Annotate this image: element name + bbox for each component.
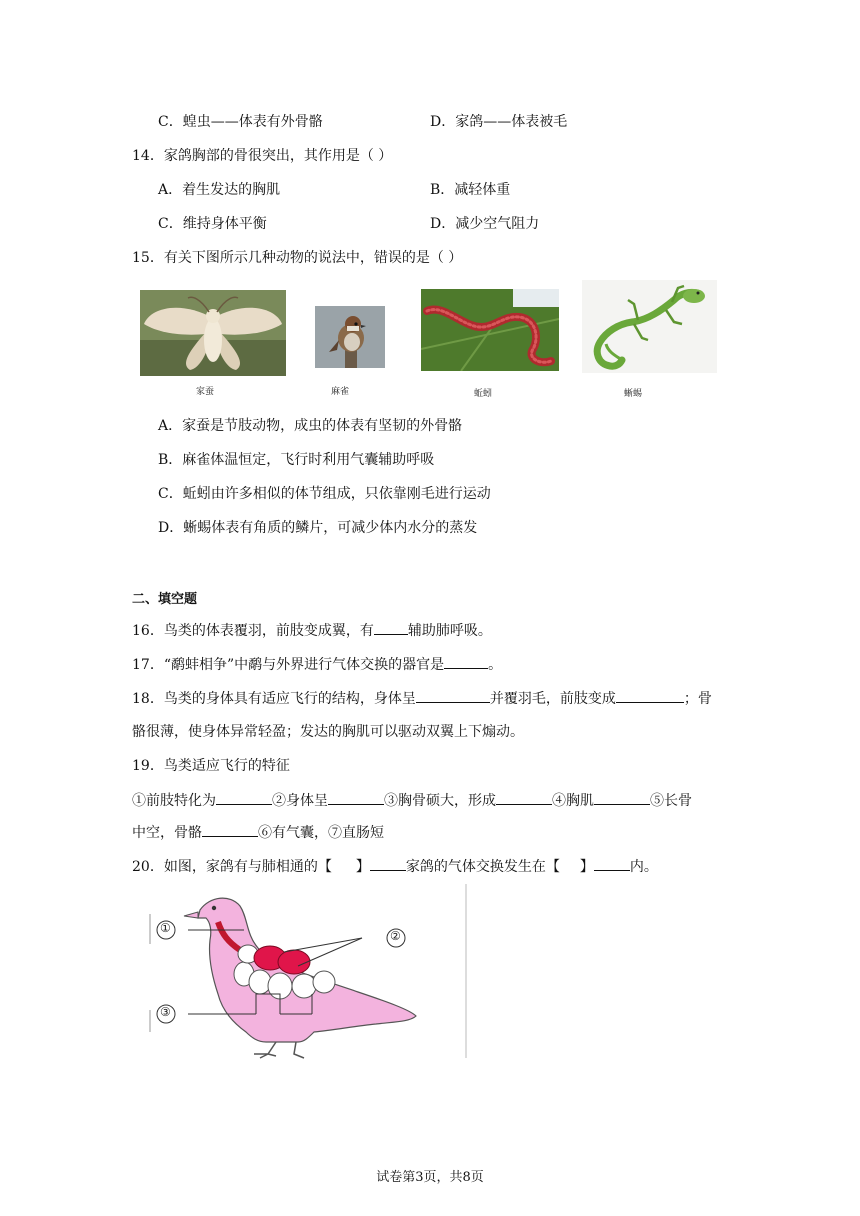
q17-blank[interactable]: [444, 654, 488, 669]
lizard-caption: 蜥蜴: [624, 389, 643, 399]
silkworm-caption: 家蚕: [196, 387, 215, 397]
q19-blank-1[interactable]: [216, 790, 272, 805]
q19-l2b: ⑥有气囊，⑦直肠短: [258, 825, 384, 841]
lizard-image: [582, 280, 717, 373]
q19-l1c: ③胸骨硕大，形成: [384, 793, 496, 809]
q17-text-after: 。: [488, 657, 503, 673]
q14-stem: 14．家鸽胸部的骨很突出，其作用是（ ）: [132, 148, 393, 164]
q18-blank-2[interactable]: [616, 688, 684, 703]
q20-e: 内。: [629, 859, 658, 875]
q15-option-b: B．麻雀体温恒定，飞行时利用气囊辅助呼吸: [158, 452, 435, 468]
sparrow-caption: 麻雀: [331, 387, 350, 397]
q16: [132, 620, 492, 641]
q20-a: 20．如图，家鸽有与肺相通的【: [132, 859, 332, 875]
q20-d: 】: [579, 859, 594, 875]
q19-blank-3[interactable]: [496, 790, 552, 805]
q19-line1: [132, 790, 692, 811]
q19-l1b: ②身体呈: [272, 793, 328, 809]
q14-option-c: C．维持身体平衡: [158, 216, 267, 232]
q18-part1: 18．鸟类的身体具有适应飞行的结构，身体呈: [132, 691, 416, 707]
q14-option-a: A．着生发达的胸肌: [158, 182, 281, 198]
q18-blank-1[interactable]: [416, 688, 490, 703]
q19-blank-2[interactable]: [328, 790, 384, 805]
q19-stem: 19．鸟类适应飞行的特征: [132, 758, 290, 774]
q15-option-c: C．蚯蚓由许多相似的体节组成，只依靠刚毛进行运动: [158, 486, 491, 502]
q20-b: 】: [355, 859, 370, 875]
page-footer: 试卷第3页，共8页: [376, 1170, 484, 1185]
q20-c: 家鸽的气体交换发生在【: [405, 859, 560, 875]
q14-option-d: D．减少空气阻力: [430, 216, 540, 232]
q19-l1d: ④胸肌: [552, 793, 594, 809]
silkworm-moth-image: [140, 290, 286, 376]
earthworm-image: [421, 289, 559, 371]
q19-blank-5[interactable]: [202, 822, 258, 837]
q19-l1a: ①前肢特化为: [132, 793, 216, 809]
label-3: ③: [160, 1005, 171, 1019]
sparrow-image: [315, 306, 385, 368]
label-2: ②: [390, 929, 401, 943]
q13-option-d: D．家鸽——体表被毛: [430, 114, 568, 130]
q18-line1: [132, 688, 712, 709]
pigeon-diagram: [148, 882, 468, 1060]
earthworm-caption: 蚯蚓: [474, 389, 493, 399]
q17-text-before: 17．“鹬蚌相争”中鹬与外界进行气体交换的器官是: [132, 657, 445, 673]
q15-option-d: D．蜥蜴体表有角质的鳞片，可减少体内水分的蒸发: [158, 520, 478, 536]
q15-stem: 15．有关下图所示几种动物的说法中，错误的是（ ）: [132, 250, 463, 266]
q19-line2: [132, 822, 384, 843]
q14-option-b: B．减轻体重: [430, 182, 511, 198]
q19-l2a: 中空，骨骼: [132, 825, 202, 841]
q13-option-c: C．蝗虫——体表有外骨骼: [158, 114, 323, 130]
q20-blank-2[interactable]: [594, 856, 630, 871]
q16-text-before: 16．鸟类的体表覆羽，前肢变成翼，有: [132, 623, 374, 639]
q17: [132, 654, 502, 675]
q19-l1e: ⑤长骨: [650, 793, 692, 809]
q16-text-after: 辅助肺呼吸。: [407, 623, 492, 639]
q20-blank-1[interactable]: [370, 856, 406, 871]
label-1: ①: [160, 921, 171, 935]
q18-part2: 并覆羽毛，前肢变成: [489, 691, 616, 707]
section-heading: 二、填空题: [132, 592, 198, 607]
q16-blank[interactable]: [374, 620, 408, 635]
q15-option-a: A．家蚕是节肢动物，成虫的体表有坚韧的外骨骼: [158, 418, 463, 434]
q18-line2: 骼很薄，使身体异常轻盈；发达的胸肌可以驱动双翼上下煽动。: [132, 724, 524, 740]
q19-blank-4[interactable]: [594, 790, 650, 805]
q18-part3: ；骨: [683, 691, 712, 707]
q20-stem: [132, 856, 658, 877]
